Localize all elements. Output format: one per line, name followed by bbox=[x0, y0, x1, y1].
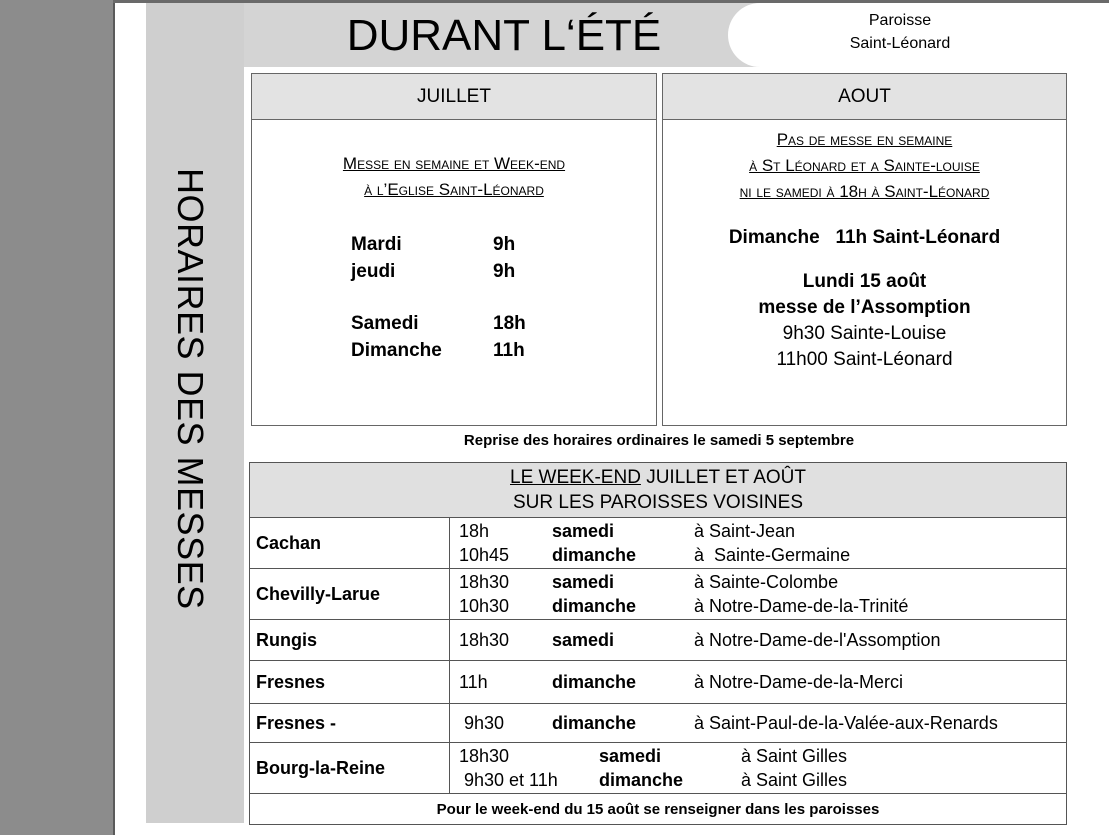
schedule-time: 11h bbox=[493, 340, 525, 361]
weekend-footer: Pour le week-end du 15 août se renseigner dans les paroisses bbox=[250, 794, 1067, 825]
place: à Saint Gilles bbox=[741, 746, 848, 766]
city-cell: Rungis bbox=[250, 620, 450, 661]
august-sunday: Dimanche 11h Saint-Léonard bbox=[728, 227, 1001, 248]
weekend-title-rest: JUILLET ET AOÛT bbox=[640, 467, 806, 488]
day: dimanche bbox=[552, 545, 637, 565]
day: samedi bbox=[552, 630, 615, 650]
table-row bbox=[250, 569, 1067, 620]
day: dimanche bbox=[552, 713, 637, 733]
assumption-mass-1: 9h30 Sainte-Louise bbox=[782, 323, 947, 344]
time: 18h bbox=[459, 521, 490, 541]
times-cell bbox=[450, 518, 1067, 569]
side-title bbox=[146, 3, 244, 703]
place: à Notre-Dame-de-l'Assomption bbox=[694, 630, 941, 650]
place: à Saint-Jean bbox=[694, 521, 796, 541]
times-cell bbox=[450, 569, 1067, 620]
weekend-table bbox=[249, 462, 1067, 825]
city-cell: Fresnes - bbox=[250, 704, 450, 743]
august-subtitle-3: ni le samedi à 18h à Saint-Léonard bbox=[739, 182, 990, 201]
table-row bbox=[250, 661, 1067, 704]
schedule-day: Mardi bbox=[351, 234, 402, 255]
day: samedi bbox=[552, 521, 615, 541]
city-cell: Bourg-la-Reine bbox=[250, 743, 450, 794]
schedule-time: 9h bbox=[493, 261, 516, 282]
august-panel bbox=[662, 73, 1067, 426]
schedule-time: 9h bbox=[493, 234, 516, 255]
day: dimanche bbox=[552, 672, 637, 692]
august-subtitle-2: à St Léonard et a Sainte-louise bbox=[749, 156, 980, 175]
august-heading: AOUT bbox=[663, 74, 1066, 120]
table-row bbox=[250, 518, 1067, 569]
july-subtitle-1: Messe en semaine et Week-end bbox=[342, 154, 566, 173]
assumption-subtitle: messe de l’Assomption bbox=[758, 297, 971, 318]
time: 10h30 bbox=[459, 596, 510, 616]
table-row bbox=[250, 743, 1067, 794]
place: à Saint-Paul-de-la-Valée-aux-Renards bbox=[694, 713, 998, 733]
day: dimanche bbox=[552, 596, 637, 616]
city-cell: Chevilly-Larue bbox=[250, 569, 450, 620]
left-margin-border bbox=[113, 0, 115, 835]
weekend-title-underlined: LE WEEK-END bbox=[510, 467, 641, 488]
place: à Notre-Dame-de-la-Trinité bbox=[694, 596, 909, 616]
assumption-title: Lundi 15 août bbox=[802, 271, 927, 292]
place: à Sainte-Germaine bbox=[694, 545, 851, 565]
parish-label bbox=[800, 9, 1000, 55]
time: 18h30 bbox=[459, 572, 510, 592]
table-row bbox=[250, 704, 1067, 743]
times-cell bbox=[450, 661, 1067, 704]
time: 9h30 et 11h bbox=[464, 770, 558, 790]
parish-line2: Saint-Léonard bbox=[849, 35, 951, 52]
schedule-time: 18h bbox=[493, 313, 526, 334]
weekend-table-header bbox=[250, 463, 1067, 518]
city-cell: Fresnes bbox=[250, 661, 450, 704]
times-cell bbox=[450, 704, 1067, 743]
weekend-title-line2: SUR LES PAROISSES VOISINES bbox=[512, 492, 804, 513]
august-subtitle-1: Pas de messe en semaine bbox=[776, 130, 953, 149]
place: à Saint Gilles bbox=[741, 770, 848, 790]
resumption-note: Reprise des horaires ordinaires le samedi 5 septembre bbox=[463, 432, 855, 449]
page-title: DURANT L‘ÉTÉ bbox=[346, 11, 662, 60]
day: dimanche bbox=[599, 770, 684, 790]
schedule-day: Dimanche bbox=[351, 340, 442, 361]
table-row bbox=[250, 620, 1067, 661]
side-title-text: HORAIRES DES MESSES bbox=[170, 168, 211, 610]
place: à Sainte-Colombe bbox=[694, 572, 839, 592]
day: samedi bbox=[599, 746, 662, 766]
city-cell: Cachan bbox=[250, 518, 450, 569]
time: 18h30 bbox=[459, 746, 510, 766]
parish-line1: Paroisse bbox=[868, 12, 932, 29]
schedule-day: jeudi bbox=[351, 261, 396, 282]
times-cell bbox=[450, 620, 1067, 661]
time: 11h bbox=[459, 672, 488, 692]
place: à Notre-Dame-de-la-Merci bbox=[694, 672, 904, 692]
july-subtitle-2: à l’Eglise Saint-Léonard bbox=[364, 180, 544, 199]
schedule-day: Samedi bbox=[351, 313, 419, 334]
july-panel bbox=[251, 73, 657, 426]
time: 10h45 bbox=[459, 545, 510, 565]
left-margin-band bbox=[0, 0, 113, 835]
time: 9h30 bbox=[464, 713, 505, 733]
assumption-mass-2: 11h00 Saint-Léonard bbox=[776, 349, 953, 370]
times-cell bbox=[450, 743, 1067, 794]
day: samedi bbox=[552, 572, 615, 592]
time: 18h30 bbox=[459, 630, 510, 650]
july-heading: JUILLET bbox=[252, 74, 656, 120]
